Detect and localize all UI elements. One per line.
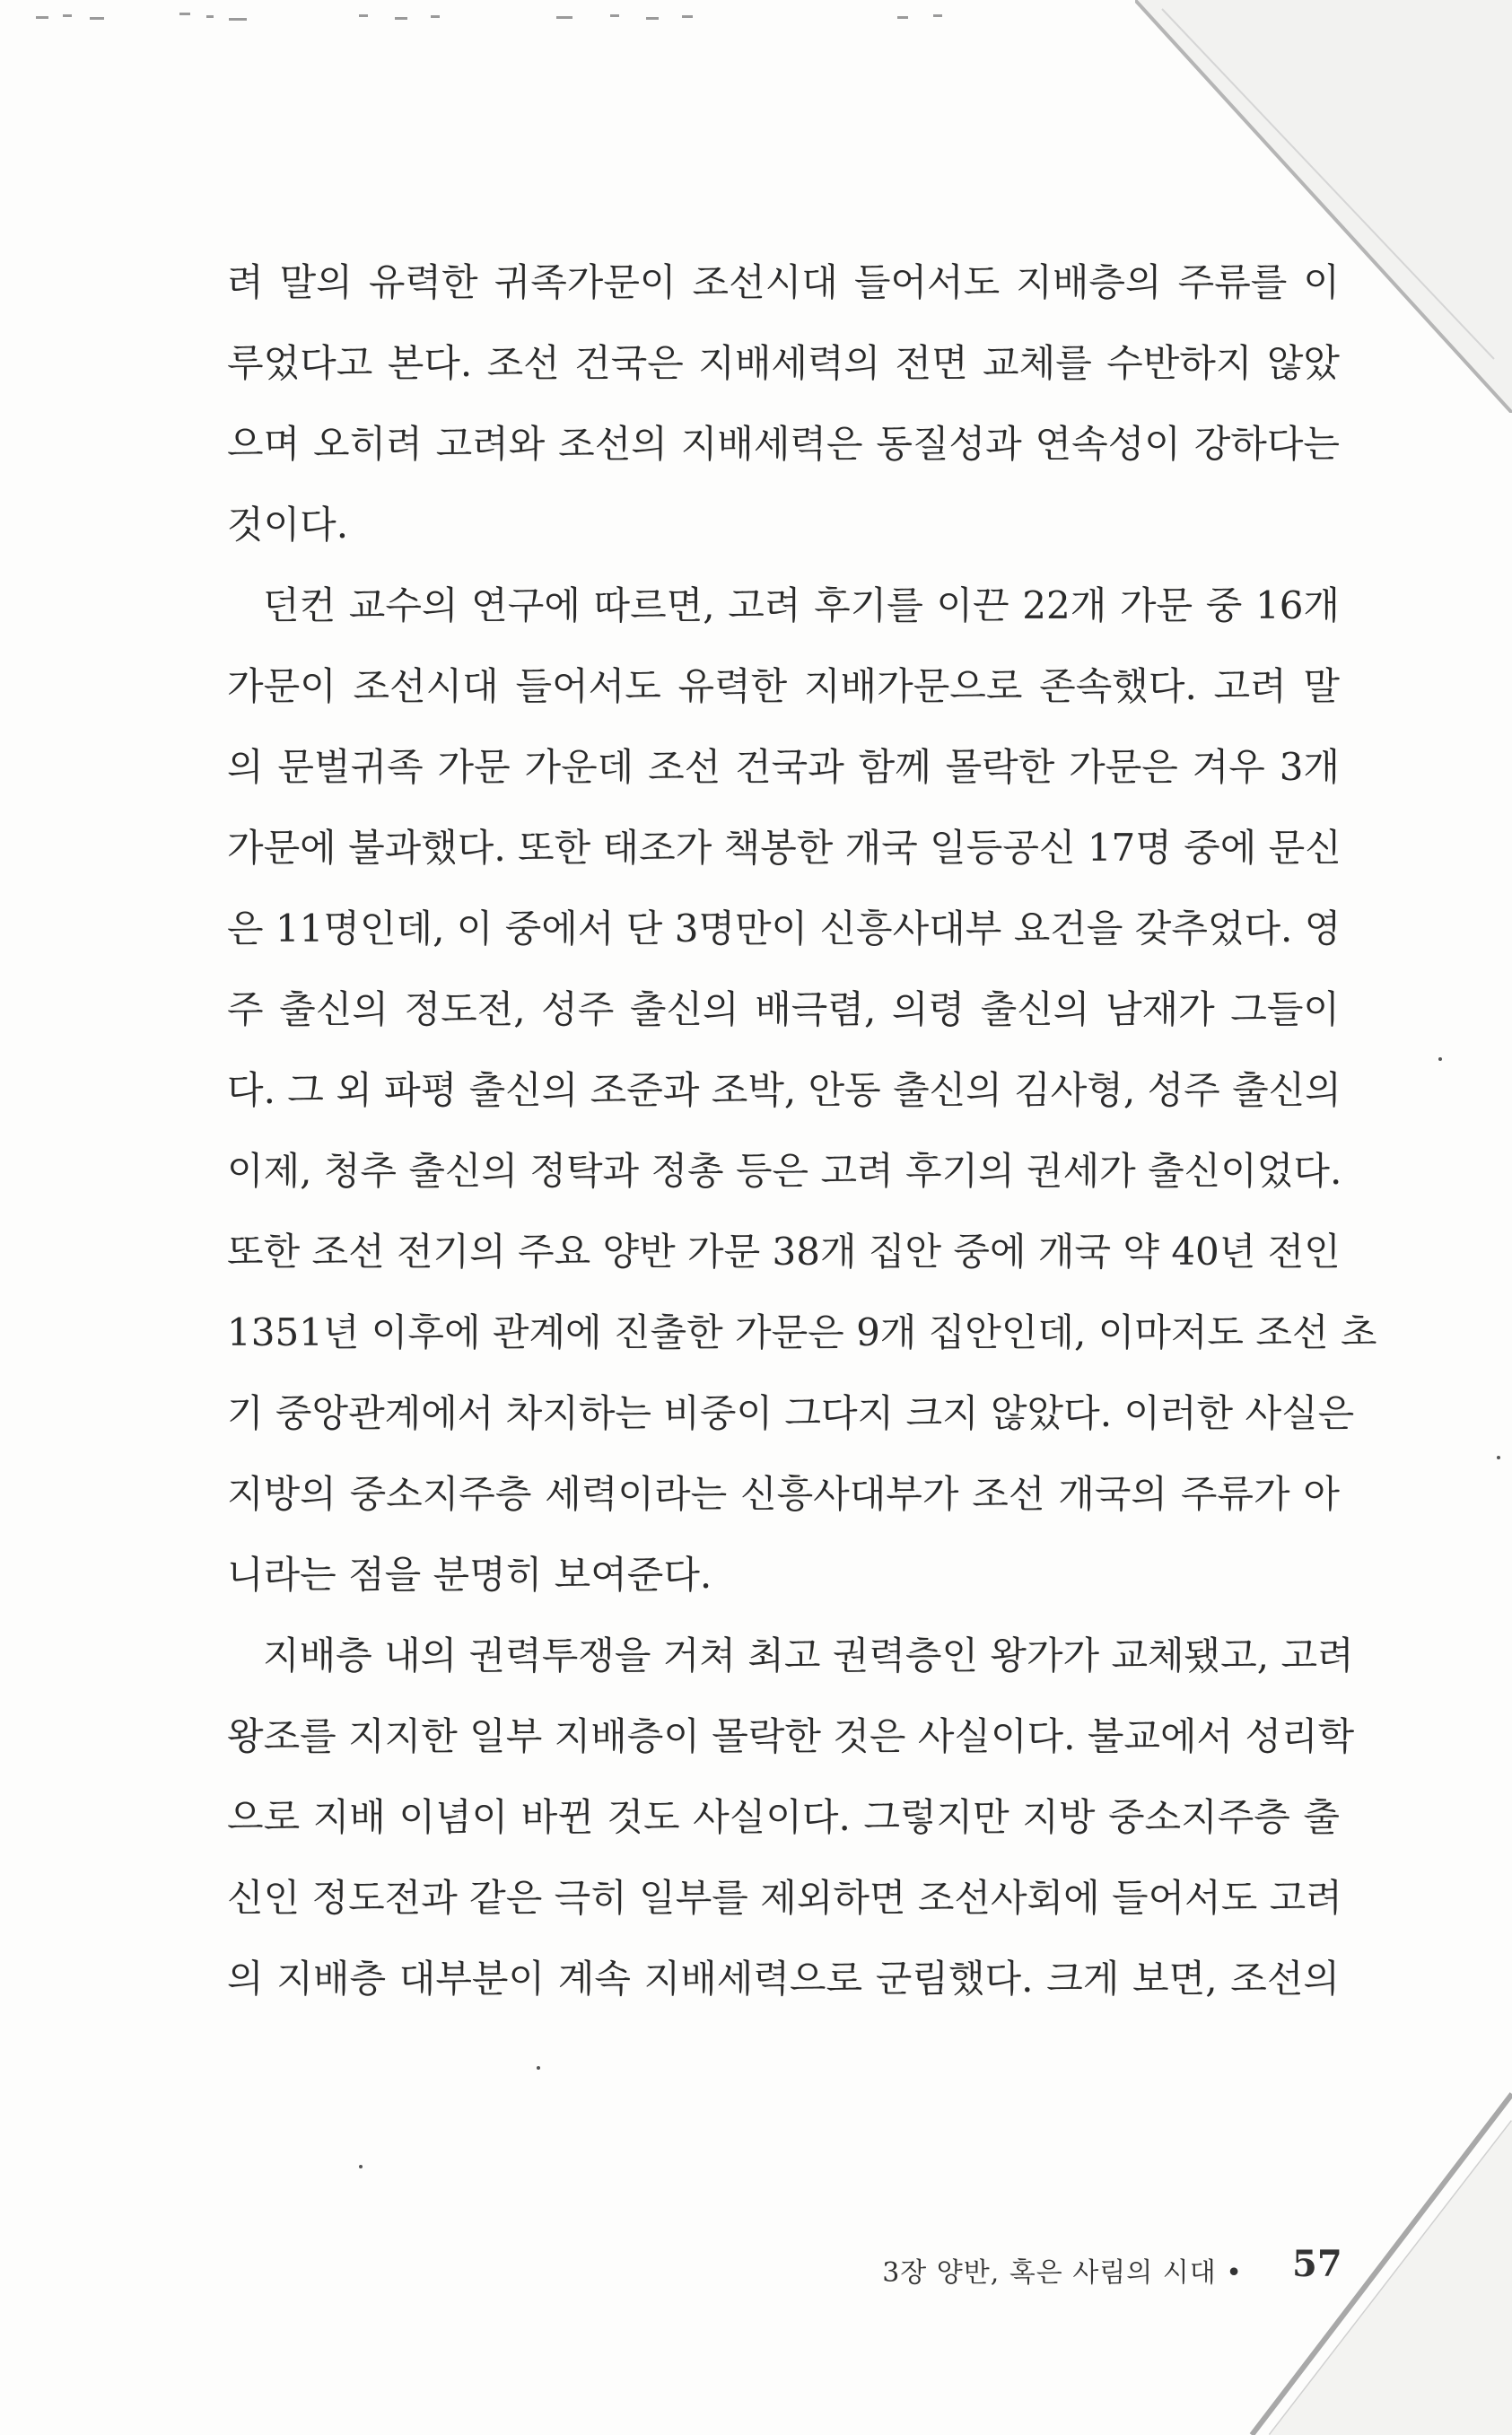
paragraph-1 [227, 242, 1340, 565]
scan-speck [537, 2066, 540, 2070]
paragraph-2 [227, 565, 1377, 1616]
text-line: 으며 오히려 고려와 조선의 지배세력은 동질성과 연속성이 강하다는 [227, 422, 1340, 466]
text-line: 이제, 청추 출신의 정탁과 정총 등은 고려 후기의 권세가 출신이었다. [227, 1149, 1342, 1193]
text-line: 은 11명인데, 이 중에서 단 3명만이 신흥사대부 요건을 갖추었다. 영 [227, 907, 1342, 950]
scan-speck [1497, 1456, 1500, 1459]
page-number: 57 [1292, 2243, 1342, 2285]
text-line: 루었다고 본다. 조선 건국은 지배세력의 전면 교체를 수반하지 않았 [227, 341, 1340, 385]
paragraph-3 [227, 1616, 1355, 2019]
text-line: 지배층 내의 권력투쟁을 거쳐 최고 권력층인 왕가가 교체됐고, 고려 [263, 1634, 1354, 1677]
text-line: 지방의 중소지주층 세력이라는 신흥사대부가 조선 개국의 주류가 아 [227, 1472, 1340, 1516]
text-line: 기 중앙관계에서 차지하는 비중이 그다지 크지 않았다. 이러한 사실은 [227, 1391, 1355, 1435]
text-line: 으로 지배 이념이 바뀐 것도 사실이다. 그렇지만 지방 중소지주층 출 [227, 1795, 1340, 1839]
text-line: 니라는 점을 분명히 보여준다. [227, 1553, 712, 1597]
text-line: 의 문벌귀족 가문 가운데 조선 건국과 함께 몰락한 가문은 겨우 3개 [227, 745, 1340, 789]
text-line: 또한 조선 전기의 주요 양반 가문 38개 집안 중에 개국 약 40년 전인 [227, 1230, 1341, 1274]
scan-speck [1438, 1057, 1442, 1061]
text-line: 왕조를 지지한 일부 지배층이 몰락한 것은 사실이다. 불교에서 성리학 [227, 1714, 1355, 1758]
running-head: 3장 양반, 혹은 사림의 시대 • [882, 2257, 1243, 2289]
text-line: 가문이 조선시대 들어서도 유력한 지배가문으로 존속했다. 고려 말 [227, 664, 1340, 708]
text-line: 다. 그 외 파평 출신의 조준과 조박, 안동 출신의 김사형, 성주 출신의 [227, 1068, 1342, 1112]
text-line: 1351년 이후에 관계에 진출한 가문은 9개 집안인데, 이마저도 조선 초 [227, 1310, 1377, 1354]
text-line: 려 말의 유력한 귀족가문이 조선시대 들어서도 지배층의 주류를 이 [227, 260, 1340, 304]
text-line: 신인 정도전과 같은 극히 일부를 제외하면 조선사회에 들어서도 고려 [227, 1876, 1342, 1920]
body-text [227, 242, 1377, 2019]
text-line: 의 지배층 대부분이 계속 지배세력으로 군림했다. 크게 보면, 조선의 [227, 1957, 1340, 2001]
page-fold-bottom-right [1216, 2058, 1512, 2435]
text-line: 것이다. [227, 503, 349, 547]
text-line: 주 출신의 정도전, 성주 출신의 배극렴, 의령 출신의 남재가 그들이 [227, 987, 1340, 1031]
scan-noise-top [36, 7, 1023, 29]
text-line: 던컨 교수의 연구에 따르면, 고려 후기를 이끈 22개 가문 중 16개 [263, 583, 1340, 627]
text-line: 가문에 불과했다. 또한 태조가 책봉한 개국 일등공신 17명 중에 문신 [227, 826, 1342, 870]
scan-speck [359, 2165, 363, 2168]
